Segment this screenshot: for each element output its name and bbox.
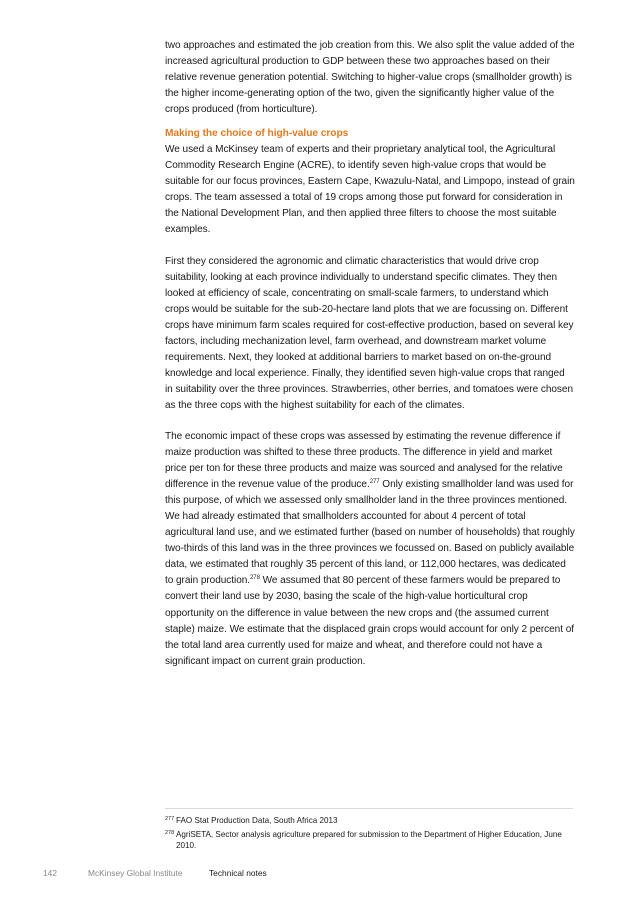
footnote-278 bbox=[165, 829, 575, 851]
footnote-277 bbox=[165, 815, 575, 826]
paragraph-text-part-1: The economic impact of these crops was assessed by estimating the revenue difference if maize production was shifted to these three products. The difference in yield and market price per ton for these three products and maize was sourced and analysed for the relative difference in the revenue value of the produce. bbox=[165, 430, 563, 491]
footnote-ref-278[interactable]: 278 bbox=[250, 575, 260, 582]
footnote-text: AgriSETA, Sector analysis agriculture prepared for submission to the Department of Higher Education, June 2010. bbox=[176, 829, 562, 850]
section-name: Technical notes bbox=[209, 868, 267, 878]
footnotes bbox=[165, 815, 575, 854]
footnote-number: 278 bbox=[165, 829, 175, 836]
page-footer bbox=[0, 867, 636, 881]
paragraph-intro: two approaches and estimated the job creation from this. We also split the value added of the increased agricultural production to GDP between these two approaches based on their relative revenue generation potential. Switching to higher-value crops (smallholder growth) is the higher income-generating option of the two, given the significantly higher value of the crops produced (from horticulture). bbox=[165, 40, 575, 116]
paragraph-acre: We used a McKinsey team of experts and their proprietary analytical tool, the Agricultural Commodity Research Engine (ACRE), to identify seven high-value crops that would be suitable for our focus provinces, Eastern Cape, Kwazulu-Natal, and Limpopo, instead of grain crops. The team assessed a total of 19 crops among those put forward for consideration in the National Development Plan, and then applied three filters to choose the most suitable examples. bbox=[165, 144, 575, 236]
paragraph-economic-impact bbox=[165, 429, 575, 670]
body-column bbox=[165, 38, 575, 685]
paragraph-text-part-3: We assumed that 80 percent of these farmers would be prepared to convert their land use by 2030, basing the scale of the high-value horticultural crop opportunity on the difference in value between the new crops and (the assumed current staple) maize. We estimate that the displaced grain crops would account for only 2 percent of the total land area currently used for maize and wheat, and therefore could not have a significant impact on current grain production. bbox=[165, 575, 574, 667]
page-number: 142 bbox=[43, 868, 57, 878]
section-heading: Making the choice of high-value crops bbox=[165, 128, 349, 140]
publisher-name: McKinsey Global Institute bbox=[88, 868, 183, 878]
paragraph-text-part-2: Only existing smallholder land was used for this purpose, of which we assessed only smallholder land in the three provinces mentioned. We had already estimated that smallholders accounted for about 4 percent of total agricultural land use, and we estimated further (based on number of households) that roughly two-thirds of this land was in the three provinces we focussed on. Based on publicly available data, we estimated that roughly 35 percent of this land, or 112,000 hectares, was dedicated to grain production. bbox=[165, 479, 575, 587]
footnote-ref-277[interactable]: 277 bbox=[369, 479, 380, 486]
footnote-number: 277 bbox=[165, 816, 175, 822]
paragraph-filters: First they considered the agronomic and climatic characteristics that would drive crop suitability, looking at each province individually to understand specific climates. They then looked at efficiency of scale, concentrating on small-scale farmers, to understand which crops would be suitable for the sub-20-hectare land plots that we are focussing on. Different crops have minimum farm scales required for cost-effective production, based on several key factors, including mechanization level, farm overhead, and downstream market volume requirements. Next, they looked at additional barriers to market based on on-the-ground knowledge and local experience. Finally, they identified seven high-value crops that ranged in suitability over the three provinces. Strawberries, other berries, and tomatoes were chosen as the three cops with the highest suitability for each of the climates. bbox=[165, 255, 574, 411]
footnote-text: FAO Stat Production Data, South Africa 2013 bbox=[176, 816, 338, 825]
footnote-divider bbox=[165, 808, 573, 809]
